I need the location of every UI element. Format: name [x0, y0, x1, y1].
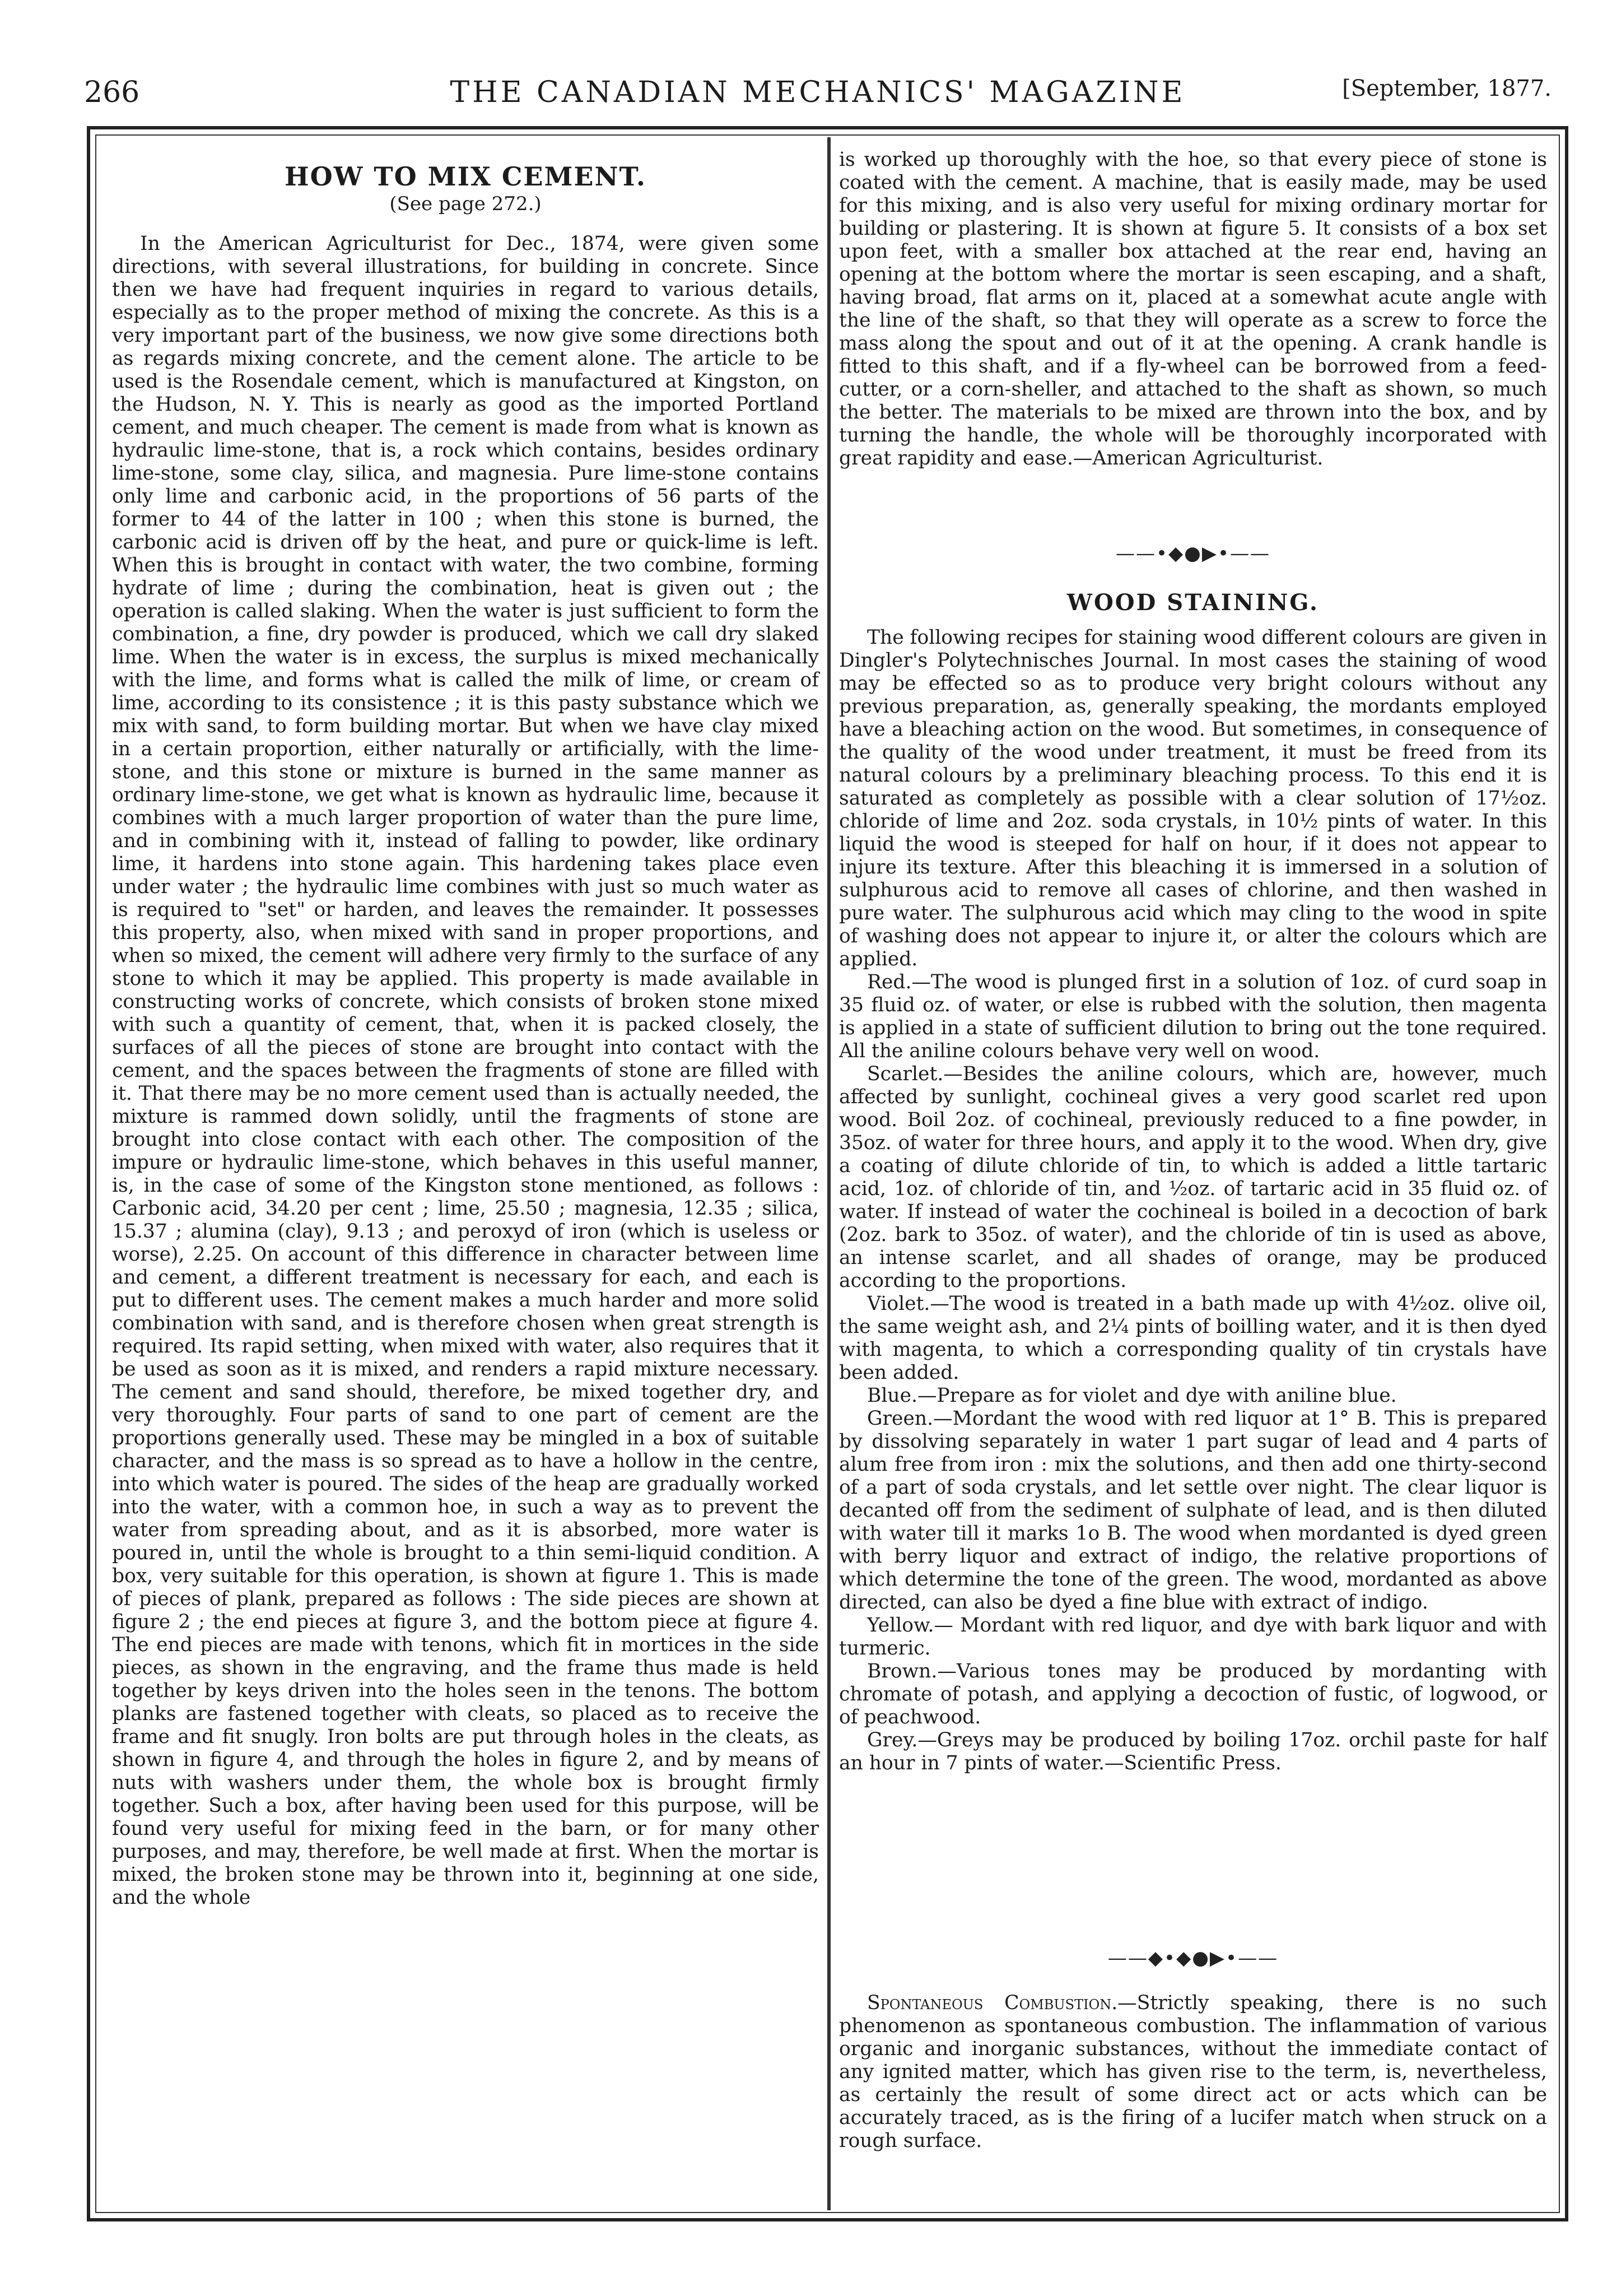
wood-staining-article	[839, 591, 1547, 1775]
wood-paragraph-blue: Blue.—Prepare as for violet and dye with aniline blue.	[867, 1384, 1397, 1407]
issue-date: [September, 1877.	[1342, 76, 1552, 101]
column-divider	[827, 137, 831, 2210]
article-title-cement: HOW TO MIX CEMENT.	[285, 161, 646, 192]
section-ornament-2: ——◆•◆●▶•——	[1107, 1947, 1279, 1969]
article-title-wood: WOOD STAINING.	[1067, 589, 1319, 616]
left-column	[112, 161, 819, 1909]
wood-paragraph-violet: Violet.—The wood is treated in a bath made up with 4½oz. olive oil, the same weight ash, and 2¼ pints of boilling water, and it is then dyed with magenta, to which a corresponding quality of tin crystals have been added.	[839, 1293, 1547, 1384]
combustion-body: —Strictly speaking, there is no such phenomenon as spontaneous combustion. The inflammation of various organic and inorganic substances, without the immediate contact of any ignited matter, which has given rise to the term, is, nevertheless, as certainly the result of some direct act or acts which can be accurately traced, as is the firing of a lucifer match when struck on a rough surface.	[839, 1992, 1547, 2152]
combustion-lead: Spontaneous Combustion.	[867, 1992, 1118, 2014]
page-header	[84, 76, 1552, 126]
combustion-article	[839, 1992, 1547, 2153]
article-see-page: (See page 272.)	[389, 193, 542, 215]
wood-paragraph-scarlet: Scarlet.—Besides the aniline colours, which are, however, much affected by sunlight, cochineal gives a very good scarlet red upon wood. Boil 2oz. of cochineal, previously reduced to a fine powder, in 35oz. of water for three hours, and apply it to the wood. When dry, give a coating of dilute chloride of tin, to which is added a little tartaric acid, 1oz. of chloride of tin, and ½oz. of tartaric acid in 35 fluid oz. of water. If instead of water the cochineal is boiled in a decoction of bark (2oz. bark to 35oz. of water), and the chloride of tin is used as above, an intense scarlet, and all shades of orange, may be produced according to the proportions.	[839, 1063, 1547, 1292]
wood-paragraph-green: Green.—Mordant the wood with red liquor at 1° B. This is prepared by dissolving separately in water 1 part sugar of lead and 4 parts of alum free from iron : mix the solutions, and then add one thirty-second of a part of soda crystals, and let settle over night. The clear liquor is decanted off from the sediment of sulphate of lead, and is then diluted with water till it marks 1o B. The wood when mordanted is dyed green with berry liquor and extract of indigo, the relative proportions of which determine the tone of the green. The wood, mordanted as above directed, can also be dyed a fine blue with extract of indigo.	[839, 1407, 1547, 1614]
magazine-title: THE CANADIAN MECHANICS' MAGAZINE	[450, 76, 1186, 109]
cement-continuation: is worked up thoroughly with the hoe, so that every piece of stone is coated with the cement. A machine, that is easily made, may be used for this mixing, and is also very useful for mixing ordinary mortar for building or plastering. It is shown at figure 5. It consists of a box set upon feet, with a smaller box attached at the rear end, having an opening at the bottom where the mortar is seen escaping, and a shaft, having broad, flat arms on it, placed at a somewhat acute angle with the line of the shaft, so that they will operate as a screw to force the mass along the spout and out of it at the opening. A crank handle is fitted to this shaft, and if a fly-wheel can be borrowed from a feed-cutter, or a corn-sheller, and attached to the shaft as shown, so much the better. The materials to be mixed are thrown into the box, and by turning the handle, the whole will be thoroughly incorporated with great rapidity and ease.—American Agriculturist.	[839, 148, 1547, 470]
cement-body: In the American Agriculturist for Dec., 1874, were given some directions, with several illustrations, for building in concrete. Since then we have had frequent inquiries in regard to various details, especially as to the proper method of mixing the concrete. As this is a very important part of the business, we now give some directions both as regards mixing concrete, and the cement alone. The article to be used is the Rosendale cement, which is manufactured at Kingston, on the Hudson, N. Y. This is nearly as good as the imported Portland cement, and much cheaper. The cement is made from what is known as hydraulic lime-stone, that is, a rock which contains, besides ordinary lime-stone, some clay, silica, and magnesia. Pure lime-stone contains only lime and carbonic acid, in the proportions of 56 parts of the former to 44 of the latter in 100 ; when this stone is burned, the carbonic acid is driven off by the heat, and pure or quick-lime is left. When this is brought in contact with water, the two combine, forming hydrate of lime ; during the combination, heat is given out ; the operation is called slaking. When the water is just sufficient to form the combination, a fine, dry powder is produced, which we call dry slaked lime. When the water is in excess, the surplus is mixed mechanically with the lime, and forms what is called the milk of lime, or cream of lime, according to its consistence ; it is this pasty substance which we mix with sand, to form building mortar. But when we have clay mixed in a certain proportion, either naturally or artificially, with the lime-stone, and this stone or mixture is burned in the same manner as ordinary lime-stone, we get what is known as hydraulic lime, because it combines with a much larger proportion of water than the pure lime, and in combining with it, instead of falling to powder, like ordinary lime, it hardens into stone again. This hardening takes place even under water ; the hydraulic lime combines with just so much water as is required to "set" or harden, and leaves the remainder. It possesses this property, also, when mixed with sand in proper proportions, and when so mixed, the cement will adhere very firmly to the surface of any stone to which it may be applied. This property is made available in constructing works of concrete, which consists of broken stone mixed with such a quantity of cement, that, when it is packed closely, the surfaces of all the pieces of stone are brought into contact with the cement, and the spaces between the fragments of stone are filled with it. That there may be no more cement used than is actually needed, the mixture is rammed down solidly, until the fragments of stone are brought into close contact with each other. The composition of the impure or hydraulic lime-stone, which behaves in this useful manner, is, in the case of some of the Kingston stone mentioned, as follows : Carbonic acid, 34.20 per cent ; lime, 25.50 ; magnesia, 12.35 ; silica, 15.37 ; alumina (clay), 9.13 ; and peroxyd of iron (which is useless or worse), 2.25. On account of this difference in character between lime and cement, a different treatment is necessary for each, and each is put to different uses. The cement makes a much harder and more solid combination with sand, and is therefore chosen when great strength is required. Its rapid setting, when mixed with water, also requires that it be used as soon as it is mixed, and renders a rapid mixture necessary. The cement and sand should, therefore, be mixed together dry, and very thoroughly. Four parts of sand to one part of cement are the proportions generally used. These may be mingled in a box of suitable character, and the mass is so spread as to have a hollow in the centre, into which water is poured. The sides of the heap are gradually worked into the water, with a common hoe, in such a way as to prevent the water from spreading about, and as it is absorbed, more water is poured in, until the whole is brought to a thin semi-liquid condition. A box, very suitable for this operation, is shown at figure 1. This is made of pieces of plank, prepared as follows : The side pieces are shown at figure 2 ; the end pieces at figure 3, and the bottom piece at figure 4. The end pieces are made with tenons, which fit in mortices in the side pieces, as shown in the engraving, and the frame thus made is held together by keys driven into the holes seen in the tenons. The bottom planks are fastened together with cleats, so placed as to receive the frame and fit snugly. Iron bolts are put through holes in the cleats, as shown in figure 4, and through the holes in figure 2, and by means of nuts with washers under them, the whole box is brought firmly together. Such a box, after having been used for this purpose, will be found very useful for mixing feed in the barn, or for many other purposes, and may, therefore, be well made at first. When the mortar is mixed, the broken stone may be thrown into it, beginning at one side, and the whole	[112, 233, 819, 1909]
wood-paragraph-brown: Brown.—Various tones may be produced by mordanting with chromate of potash, and applying a decoction of fustic, of logwood, or of peachwood.	[839, 1660, 1547, 1728]
section-ornament: ——•◆●▶•——	[1115, 542, 1271, 565]
wood-paragraph-grey: Grey.—Greys may be produced by boiling 17oz. orchil paste for half an hour in 7 pints of water.—Scientific Press.	[839, 1729, 1547, 1774]
page-number: 266	[84, 76, 140, 109]
wood-paragraph: The following recipes for staining wood different colours are given in Dingler's Polytechnisches Journal. In most cases the staining of wood may be effected so as to produce very bright colours without any previous preparation, as, generally speaking, the mordants employed have a bleaching action on the wood. But sometimes, in consequence of the quality of the wood under treatment, it must be freed from its natural colours by a preliminary bleaching process. To this end it is saturated as completely as possible with a clear solution of 17½oz. chloride of lime and 2oz. soda crystals, in 10½ pints of water. In this liquid the wood is steeped for half on hour, if it does not appear to injure its texture. After this bleaching it is immersed in a solution of sulphurous acid to remove all cases of chlorine, and then washed in pure water. The sulphurous acid which may cling to the wood in spite of washing does not appear to injure it, or alter the colours which are applied.	[839, 626, 1547, 970]
combustion-paragraph	[839, 1992, 1547, 2153]
wood-paragraph-red: Red.—The wood is plunged first in a solution of 1oz. of curd soap in 35 fluid oz. of water, or else is rubbed with the solution, then magenta is applied in a state of sufficient dilution to bring out the tone required. All the aniline colours behave very well on wood.	[839, 971, 1547, 1062]
wood-paragraph-yellow: Yellow.— Mordant with red liquor, and dye with bark liquor and with turmeric.	[839, 1614, 1547, 1660]
right-column-top	[839, 148, 1547, 470]
